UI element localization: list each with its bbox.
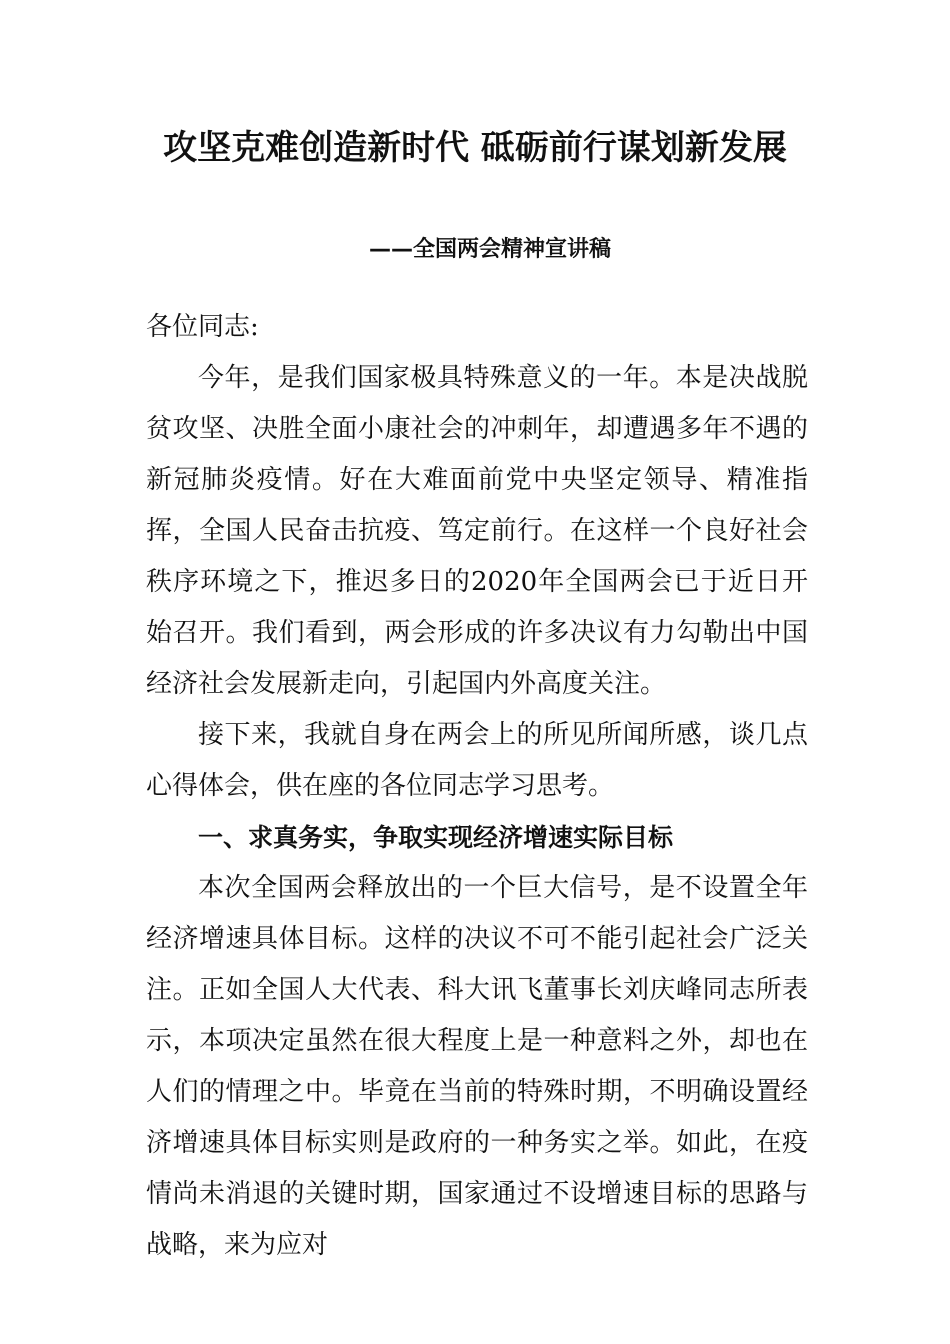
document-title: 攻坚克难创造新时代 砥砺前行谋划新发展 [163,128,787,168]
section-heading: 一、求真务实，争取实现经济增速实际目标 [198,823,674,852]
paragraph-transition: 接下来，我就自身在两会上的所见所闻所感，谈几点心得体会，供在座的各位同志学习思考。 [146,720,808,801]
paragraph-section-one: 本次全国两会释放出的一个巨大信号，是不设置全年经济增速具体目标。这样的决议不可不能引起社会广泛关注。正如全国人大代表、科大讯飞董事长刘庆峰同志所表示，本项决定虽然在很大程度上是一种意料之外，却也在人们的情理之中。毕竟在当前的特殊时期，不明确设置经济增速具体目标实则是政府的一种务实之举。如此，在疫情尚未消退的关键时期，国家通过不设增速目标的思路与战略，来为应对 [146,873,808,1260]
document-body [146,302,808,1271]
salutation: 各位同志: [146,312,259,342]
paragraph-intro: 今年，是我们国家极具特殊意义的一年。本是决战脱贫攻坚、决胜全面小康社会的冲刺年，却遭遇多年不遇的新冠肺炎疫情。好在大难面前党中央坚定领导、精准指挥，全国人民奋击抗疫、笃定前行。在这样一个良好社会秩序环境之下，推迟多日的2020年全国两会已于近日开始召开。我们看到，两会形成的许多决议有力勾勒出中国经济社会发展新走向，引起国内外高度关注。 [146,363,808,699]
document-subtitle: ——全国两会精神宣讲稿 [368,237,611,262]
